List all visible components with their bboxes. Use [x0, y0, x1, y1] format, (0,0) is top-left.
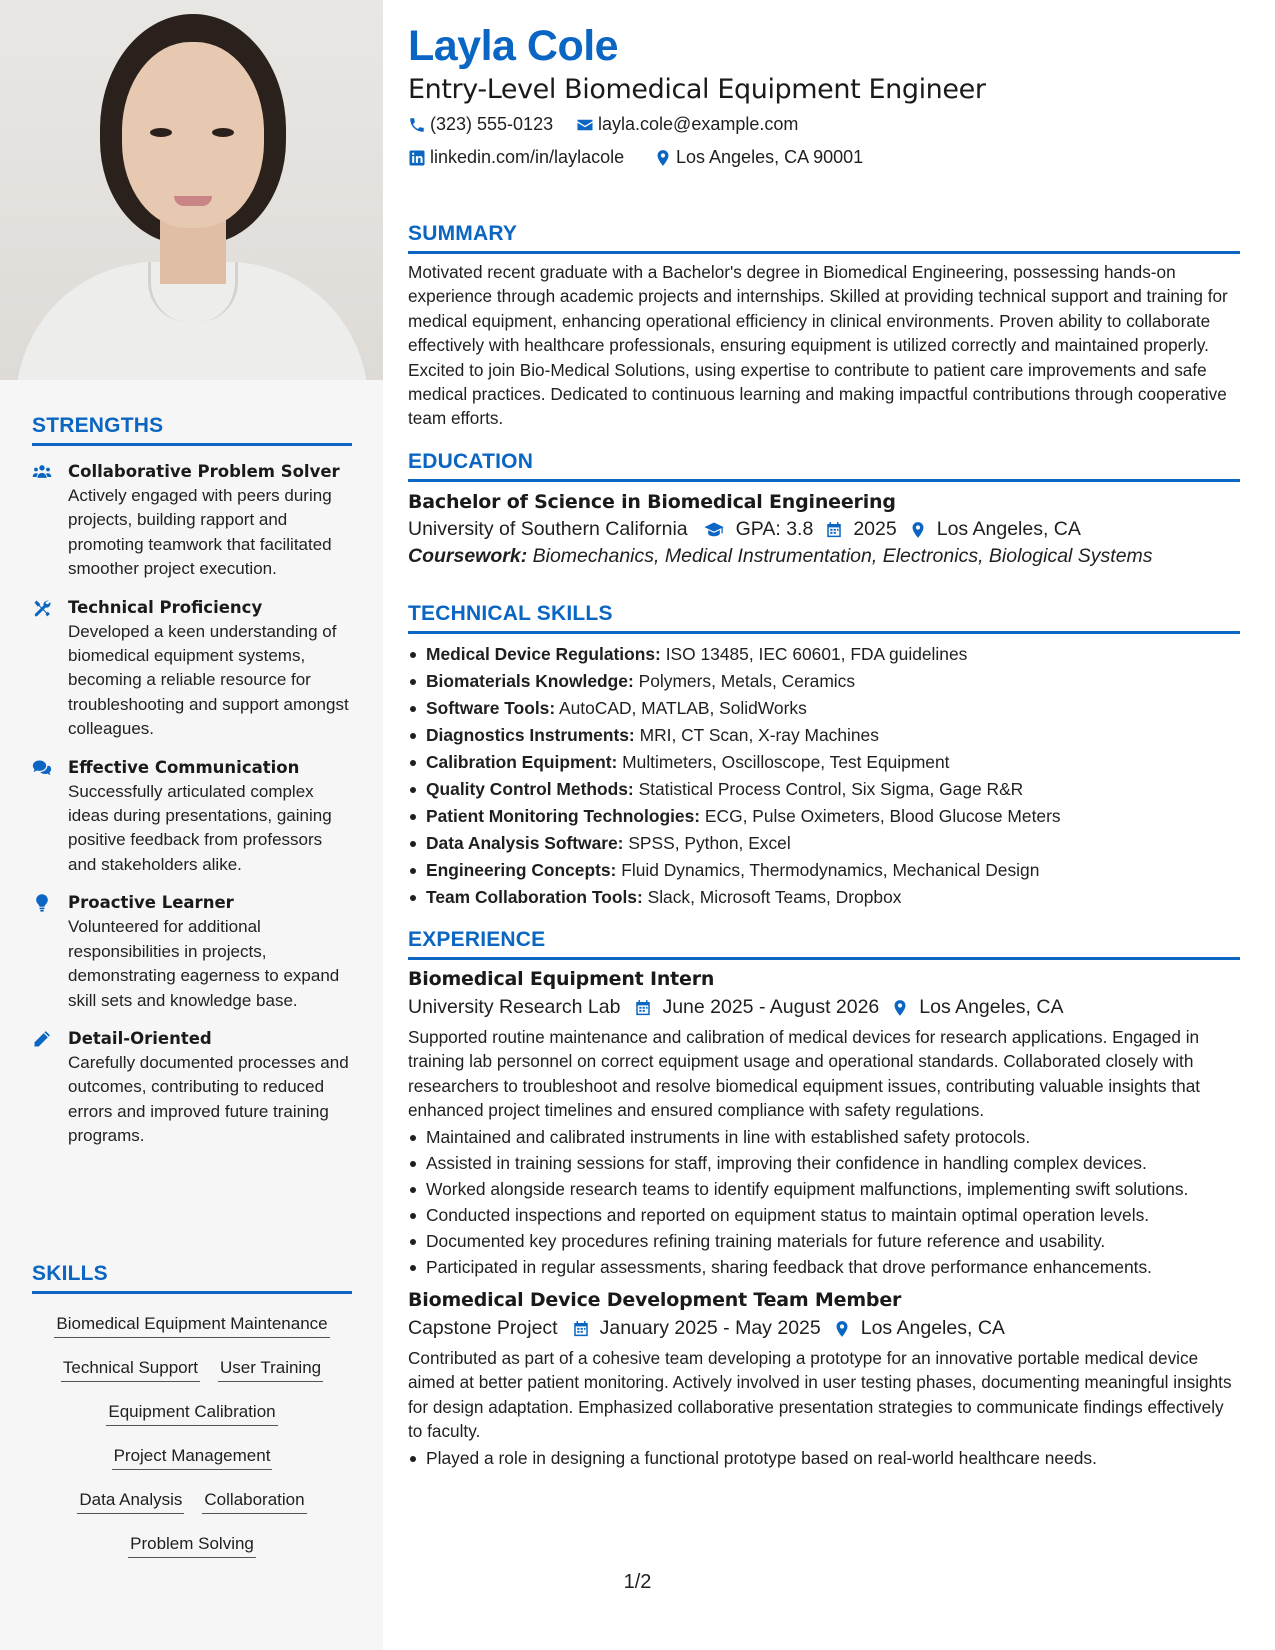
comments-icon: [32, 756, 68, 878]
coursework-label: Coursework:: [408, 545, 528, 567]
skills-section: [32, 1262, 352, 1558]
coursework-list: Biomechanics, Medical Instrumentation, Electronics, Biological Systems: [532, 545, 1153, 567]
education-meta: [408, 518, 1240, 541]
list-item: Conducted inspections and reported on equipment status to maintain optimal operation levels.: [408, 1203, 1240, 1227]
phone-icon: [408, 116, 426, 134]
strengths-heading: STRENGTHS: [32, 414, 164, 437]
list-item: Participated in regular assessments, sharing feedback that drove performance enhancements.: [408, 1255, 1240, 1279]
list-item: Worked alongside research teams to identify equipment malfunctions, implementing swift solutions.: [408, 1177, 1240, 1201]
list-item: Documented key procedures refining training materials for future reference and usability.: [408, 1229, 1240, 1253]
skill-label: Engineering Concepts:: [426, 860, 617, 880]
job-org: University Research Lab: [408, 996, 621, 1018]
strength-desc: Carefully documented processes and outcomes, contributing to reduced errors and improved future training programs.: [68, 1052, 349, 1146]
map-marker-icon: [891, 999, 909, 1017]
list-item: Played a role in designing a functional prototype based on real-world healthcare needs.: [408, 1446, 1240, 1470]
contact-phone: [408, 114, 553, 135]
skill-tag: Collaboration: [202, 1489, 306, 1514]
list-item: Maintained and calibrated instruments in line with established safety protocols.: [408, 1125, 1240, 1149]
list-item: [408, 777, 1240, 801]
strengths-rule: [32, 443, 352, 446]
job-description: Contributed as part of a cohesive team developing a prototype for an innovative portable medical device aimed at better patient monitoring. Actively involved in user testing phases, documenting meaningful insights for design adaptation. Emphasized collaborative presentation strategies to communicate findings effectively to faculty.: [408, 1348, 1232, 1442]
pencil-icon: [32, 1027, 68, 1149]
technical-skills-list: [408, 642, 1240, 909]
skill-tag: Biomedical Equipment Maintenance: [54, 1313, 329, 1338]
email-icon: [576, 116, 594, 134]
strength-title: Technical Proficiency: [68, 597, 263, 617]
tools-icon: [32, 596, 68, 742]
map-marker-icon: [909, 521, 927, 539]
education-rule: [408, 479, 1240, 482]
job-title: Biomedical Equipment Intern: [408, 968, 715, 990]
coursework-line: [408, 545, 1240, 568]
list-item: [408, 831, 1240, 855]
skill-label: Team Collaboration Tools:: [426, 887, 643, 907]
job-bullets: [408, 1125, 1240, 1279]
skill-value: ECG, Pulse Oximeters, Blood Glucose Meters: [704, 806, 1061, 826]
skill-label: Data Analysis Software:: [426, 833, 624, 853]
education-heading: EDUCATION: [408, 450, 534, 473]
skill-tag: Project Management: [112, 1445, 273, 1470]
strength-desc: Developed a keen understanding of biomedical equipment systems, becoming a reliable resource for troubleshooting and support amongst colleagues.: [68, 621, 349, 739]
summary-rule: [408, 251, 1240, 254]
skill-value: MRI, CT Scan, X-ray Machines: [639, 725, 879, 745]
list-item: [408, 885, 1240, 909]
job-description: Supported routine maintenance and calibration of medical devices for research applications. Engaged in training lab personnel on correct equipment usage and operational standards. Collaborated closely with researchers to troubleshoot and resolve biomedical equipment issues, contributing valuable insights that enhanced project timelines and ensured compliance with safety regulations.: [408, 1027, 1201, 1121]
skill-value: Multimeters, Oscilloscope, Test Equipment: [622, 752, 950, 772]
left-sidebar: [0, 0, 383, 1650]
candidate-role: Entry-Level Biomedical Equipment Engineer: [408, 74, 986, 105]
skill-value: Fluid Dynamics, Thermodynamics, Mechanical Design: [621, 860, 1040, 880]
strength-item: [32, 891, 352, 1013]
contact-email[interactable]: [576, 114, 798, 135]
job-location: Los Angeles, CA: [919, 996, 1064, 1018]
job-location: Los Angeles, CA: [860, 1317, 1005, 1340]
location-text: Los Angeles, CA 90001: [676, 147, 864, 167]
skills-heading: SKILLS: [32, 1262, 108, 1285]
list-item: Assisted in training sessions for staff, improving their confidence in handling complex devices.: [408, 1151, 1240, 1175]
list-item: [408, 642, 1240, 666]
profile-photo: [0, 0, 383, 380]
email-text[interactable]: layla.cole@example.com: [598, 114, 799, 134]
experience-rule: [408, 957, 1240, 960]
job-meta: [408, 996, 1240, 1019]
list-item: [408, 723, 1240, 747]
linkedin-text[interactable]: linkedin.com/in/laylacole: [430, 147, 625, 167]
strength-desc: Actively engaged with peers during projects, building rapport and promoting teamwork that facilitated smoother project execution.: [68, 486, 332, 579]
skill-tag: Technical Support: [61, 1357, 200, 1382]
school-name: University of Southern California: [408, 518, 688, 540]
skill-value: SPSS, Python, Excel: [628, 833, 791, 853]
experience-section: [408, 928, 1240, 1472]
contact-linkedin[interactable]: [408, 147, 624, 168]
calendar-icon: [634, 999, 652, 1017]
list-item: [408, 669, 1240, 693]
technical-skills-heading: TECHNICAL SKILLS: [408, 602, 613, 625]
strength-title: Proactive Learner: [68, 893, 234, 913]
technical-skills-rule: [408, 631, 1240, 634]
phone-text: (323) 555-0123: [430, 114, 554, 134]
skill-label: Medical Device Regulations:: [426, 644, 661, 664]
skill-label: Patient Monitoring Technologies:: [426, 806, 701, 826]
skill-label: Biomaterials Knowledge:: [426, 671, 634, 691]
summary-text: Motivated recent graduate with a Bachelor's degree in Biomedical Engineering, possessing hands-on experience through academic projects and internships. Skilled at providing technical support and training for medical equipment, enhancing operational efficiency in clinical environments. Proven ability to collaborate effectively with healthcare professionals, ensuring equipment is utilized correctly and maintained properly. Excited to join Bio-Medical Solutions, using expertise to contribute to patient care improvements and safe medical practices. Dedicated to continuous learning and making impactful contributions through cooperative team efforts.: [408, 262, 1228, 429]
strength-desc: Volunteered for additional responsibilities in projects, demonstrating eagerness to expand skill sets and knowledge base.: [68, 917, 340, 1010]
degree-title: Bachelor of Science in Biomedical Engineering: [408, 491, 896, 513]
job-dates: June 2025 - August 2026: [662, 996, 880, 1018]
technical-skills-section: [408, 602, 1240, 912]
skill-label: Software Tools:: [426, 698, 556, 718]
lightbulb-icon: [32, 891, 68, 1013]
skill-tag: Equipment Calibration: [106, 1401, 277, 1426]
experience-heading: EXPERIENCE: [408, 928, 546, 951]
list-item: [408, 696, 1240, 720]
job-title: Biomedical Device Development Team Member: [408, 1289, 902, 1312]
map-marker-icon: [654, 149, 672, 167]
strength-item: [32, 596, 352, 742]
education-section: [408, 450, 1240, 568]
skill-value: ISO 13485, IEC 60601, FDA guidelines: [665, 644, 968, 664]
strength-title: Collaborative Problem Solver: [68, 462, 340, 481]
graduation-year: 2025: [853, 518, 897, 540]
skill-tag: User Training: [218, 1357, 323, 1382]
job-org: Capstone Project: [408, 1317, 558, 1340]
job-bullets: [408, 1446, 1240, 1470]
list-item: [408, 858, 1240, 882]
candidate-name: Layla Cole: [408, 22, 619, 70]
skill-value: Statistical Process Control, Six Sigma, Gage R&R: [638, 779, 1024, 799]
summary-section: [408, 222, 1240, 431]
linkedin-icon: [408, 149, 426, 167]
strength-desc: Successfully articulated complex ideas during presentations, gaining positive feedback from professors and stakeholders alike.: [68, 781, 332, 874]
list-item: [408, 804, 1240, 828]
contact-location: [654, 147, 863, 168]
skill-value: Slack, Microsoft Teams, Dropbox: [647, 887, 902, 907]
skills-rule: [32, 1291, 352, 1294]
strengths-section: [32, 414, 352, 1149]
map-marker-icon: [833, 1320, 851, 1338]
skill-value: Polymers, Metals, Ceramics: [638, 671, 856, 691]
list-item: [408, 750, 1240, 774]
gpa-text: GPA: 3.8: [735, 518, 814, 540]
page-number: 1/2: [623, 1571, 652, 1593]
skill-label: Diagnostics Instruments:: [426, 725, 635, 745]
job-dates: January 2025 - May 2025: [599, 1317, 821, 1340]
summary-heading: SUMMARY: [408, 222, 518, 245]
strength-title: Detail-Oriented: [68, 1028, 212, 1048]
strength-item: [32, 756, 352, 878]
skill-label: Quality Control Methods:: [426, 779, 634, 799]
users-icon: [32, 460, 68, 582]
skill-label: Calibration Equipment:: [426, 752, 618, 772]
strength-title: Effective Communication: [68, 757, 300, 777]
skill-value: AutoCAD, MATLAB, SolidWorks: [559, 698, 807, 718]
education-location: Los Angeles, CA: [936, 518, 1081, 540]
strength-item: [32, 1027, 352, 1149]
skill-tag: Problem Solving: [128, 1533, 256, 1558]
calendar-icon: [572, 1320, 590, 1338]
skill-tag: Data Analysis: [77, 1489, 184, 1514]
calendar-icon: [825, 521, 843, 539]
job-meta: [408, 1317, 1240, 1340]
strength-item: [32, 460, 352, 582]
graduation-cap-icon: [702, 520, 726, 540]
